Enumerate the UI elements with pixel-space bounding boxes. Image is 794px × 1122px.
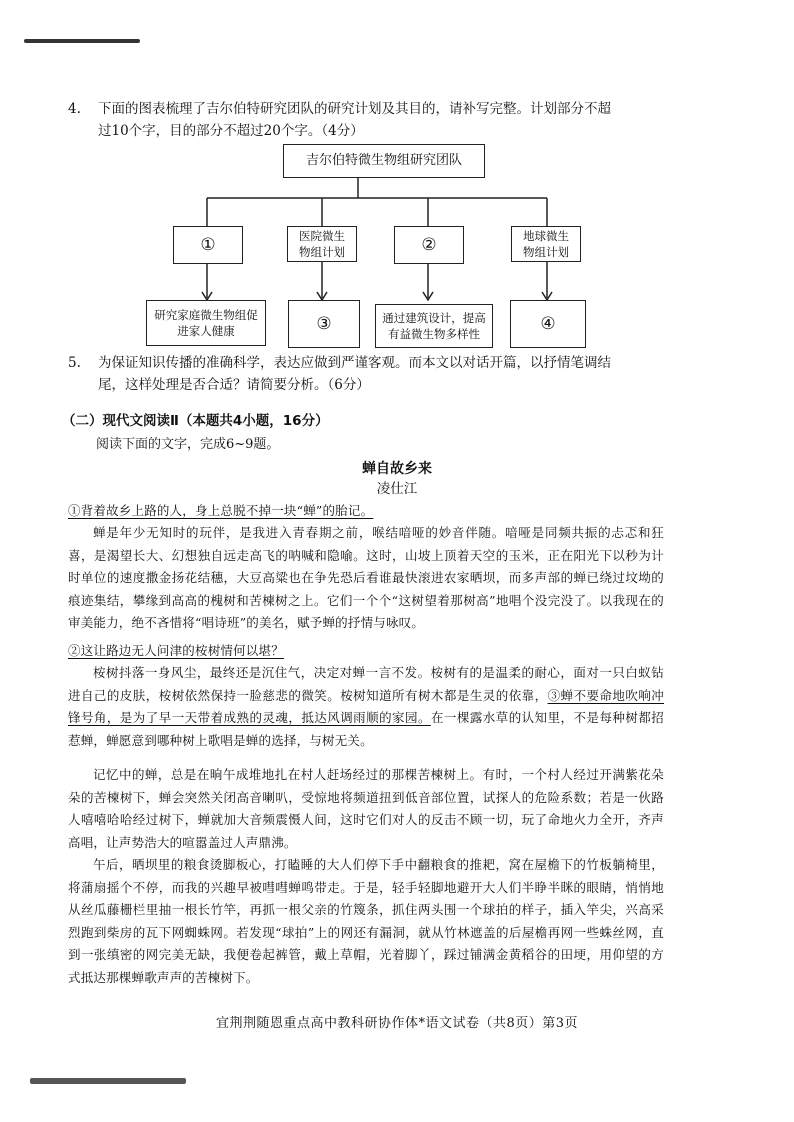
section-instruction: 阅读下面的文字，完成6~9题。 <box>96 437 280 452</box>
article-subtitle-2 <box>68 640 664 663</box>
goal-label: ④ <box>540 314 556 334</box>
plan-box-4 <box>511 226 581 262</box>
question-text <box>98 352 708 396</box>
question-text-line: 过10个字，目的部分不超过20个字。（4分） <box>98 123 364 139</box>
article-author: 凌仕江 <box>376 481 418 497</box>
plan-box-1 <box>173 226 243 264</box>
question-text-line: 尾，这样处理是否合适？请简要分析。（6分） <box>98 377 370 393</box>
plan-box-2 <box>287 226 357 262</box>
section-heading: （二）现代文阅读Ⅱ（本题共4小题，16分） <box>62 413 329 429</box>
goal-label: 研究家庭微生物组促进家人健康 <box>154 308 258 338</box>
paragraph-text: 桉树抖落一身风尘，最终还是沉住气，决定对蝉一言不发。桉树有的是温柔的耐心，面对一只白蚁钻进自己的皮肤，桉树依然保持一脸慈悲的微笑。桉树知道所有树木都是生灵的依靠， <box>68 665 664 703</box>
plan-label: 地球微生物组计划 <box>523 229 569 259</box>
article-paragraph-1: 蝉是年少无知时的玩伴，是我进入青春期之前，喉结喑哑的妙音伴随。喑哑是同频共振的忐忑和狂喜，是渴望长大、幻想独自远走高飞的呐喊和隐喻。这时，山坡上顶着天空的玉米，正在阳光下以秒为计时单位的速度撒金扬花结穗，大豆高粱也在争先恐后看谁最快滚进农家晒坝，而多声部的蝉已绕过坟坳的痕迹集结，攀缘到高高的槐树和苦楝树之上。它们一个个“这树望着那树高”地唱个没完没了。以我现在的审美能力，绝不吝惜将“唱诗班”的美名，赋予蝉的抒情与咏叹。 <box>68 525 664 630</box>
scan-mark-bottom <box>30 1078 186 1084</box>
goal-box-1 <box>146 300 266 346</box>
subtitle-text: ②这让路边无人问津的桉树情何以堪？ <box>68 643 284 658</box>
plan-label: 医院微生物组计划 <box>299 229 345 259</box>
goal-label: 通过建筑设计，提高有益微生物多样性 <box>382 311 486 341</box>
goal-box-3 <box>375 304 493 348</box>
question-text-line: 为保证知识传播的准确科学，表达应做到严谨客观。而本文以对话开篇，以抒情笔调结 <box>98 355 611 371</box>
article-subtitle-1 <box>68 500 664 523</box>
diagram-root-label: 吉尔伯特微生物组研究团队 <box>305 153 462 168</box>
question-number: 5. <box>68 355 81 371</box>
question-number: 4. <box>68 101 81 117</box>
plan-box-3 <box>394 226 464 264</box>
article-paragraph-3: 记忆中的蝉，总是在晌午成堆地扎在村人赶场经过的那棵苦楝树上。有时，一个村人经过开满紫花朵朵的苦楝树下，蝉会突然关闭高音喇叭，受惊地将频道扭到低音部位置，试探人的危险系数；若是一伙路人嘻嘻哈哈经过树下，蝉就加大音频震慑人间，这时它们对人的反击不顾一切，玩了命地火力全开，齐声高唱，让声势浩大的喧嚣盖过人声鼎沸。 <box>68 767 664 850</box>
goal-label: ③ <box>316 314 332 334</box>
goal-box-2 <box>288 300 360 348</box>
article-paragraph-2 <box>68 662 664 752</box>
subtitle-text: ①背着故乡上路的人，身上总脱不掉一块“蝉”的胎记。 <box>68 503 374 518</box>
underlined-sentence: ③蝉不要命地吹响冲锋号角，是为了早一天带着成熟的灵魂，抵达风调雨顺的家园。 <box>68 687 664 725</box>
page-footer: 宜荆荆随恩重点高中教科研协作体*语文试卷（共8页）第3页 <box>215 1016 579 1031</box>
plan-label: ② <box>421 235 437 255</box>
diagram-root-box <box>283 144 485 178</box>
article-title: 蝉自故乡来 <box>362 461 432 477</box>
goal-box-4 <box>510 300 586 348</box>
plan-label: ① <box>200 235 216 255</box>
question-text-line: 下面的图表梳理了吉尔伯特研究团队的研究计划及其目的，请补写完整。计划部分不超 <box>98 101 611 117</box>
article-paragraph-4: 午后，晒坝里的粮食烫脚板心，打瞌睡的大人们停下手中翻粮食的推耙，窝在屋檐下的竹板躺椅里，将蒲扇摇个不停，而我的兴趣早被嘒嘒蝉鸣带走。于是，轻手轻脚地避开大人们半睁半眯的眼睛，悄悄地从丝瓜藤栅栏里抽一根长竹竿，再抓一根父亲的竹篾条，抓住两头围一个球拍的样子，插入竿尖，兴高采烈跑到柴房的瓦下网蜘蛛网。若发现“球拍”上的网还有漏洞，就从竹林遮盖的后屋檐再网一些蛛丝网，直到一张缜密的网完美无缺，我便卷起裤管，戴上草帽，光着脚丫，踩过铺满金黄稻谷的田埂，用仰望的方式抵达那棵蝉歌声声的苦楝树下。 <box>68 857 664 985</box>
paragraph-text: 在一棵露水草的认知里，不是每种树都招惹蝉，蝉愿意到哪种树上歌唱是蝉的选择，与树无关。 <box>68 710 664 748</box>
